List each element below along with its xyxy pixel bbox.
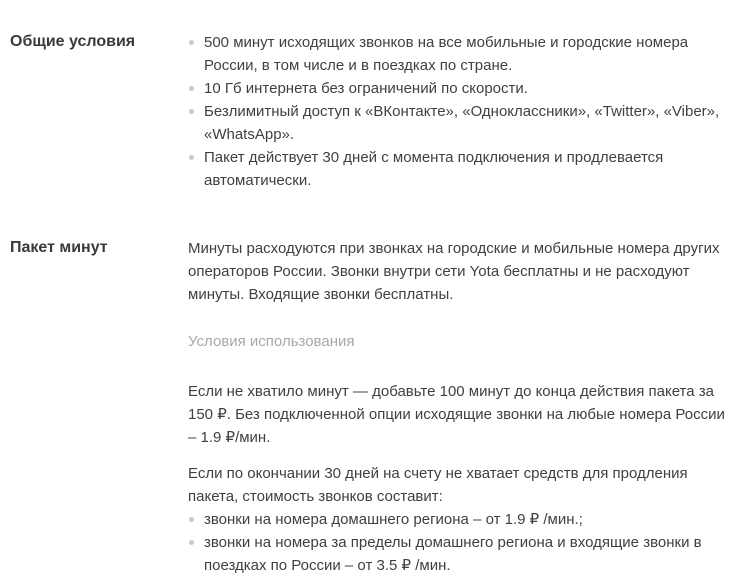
section-general-terms-content [188, 31, 733, 192]
expiry-price-list [188, 508, 733, 577]
paragraph-expiry-intro: Если по окончании 30 дней на счету не хватает средств для продления пакета, стоимость звонков составит: [188, 465, 688, 505]
list-item [188, 508, 733, 531]
list-item [188, 531, 733, 577]
bullet-icon [189, 517, 194, 522]
section-general-terms-label: Общие условия [10, 33, 136, 50]
section-general-terms [10, 31, 733, 192]
list-item [188, 77, 733, 100]
paragraph-minutes-usage: Минуты расходуются при звонках на городские и мобильные номера других операторов России. Звонки внутри сети Yota бесплатны и не расходуют минуты. Входящие звонки бесплатны. [188, 240, 720, 303]
list-item-text: звонки на номера за пределы домашнего региона и входящие звонки в поездках по России – от 3.5 ₽ /мин. [204, 534, 702, 574]
list-item [188, 146, 733, 192]
list-item-text: звонки на номера домашнего региона – от 1.9 ₽ /мин.; [204, 511, 583, 528]
list-item-text: Безлимитный доступ к «ВКонтакте», «Одноклассники», «Twitter», «Viber», «WhatsApp». [204, 103, 720, 143]
terms-of-use-subtitle: Условия использования [188, 333, 355, 350]
bullet-icon [189, 109, 194, 114]
list-item-text: 500 минут исходящих звонков на все мобильные и городские номера России, в том числе и в поездках по стране. [204, 34, 689, 74]
section-minutes-package-content [188, 237, 733, 577]
section-minutes-package [10, 237, 733, 577]
paragraph-add-minutes: Если не хватило минут — добавьте 100 минут до конца действия пакета за 150 ₽. Без подключенной опции исходящие звонки на любые номера России – 1.9 ₽/мин. [188, 383, 725, 446]
list-item [188, 31, 733, 77]
general-terms-list [188, 31, 733, 192]
bullet-icon [189, 155, 194, 160]
section-minutes-package-label: Пакет минут [10, 239, 108, 256]
bullet-icon [189, 40, 194, 45]
list-item-text: Пакет действует 30 дней с момента подключения и продлевается автоматически. [204, 149, 664, 189]
list-item [188, 100, 733, 146]
bullet-icon [189, 540, 194, 545]
list-item-text: 10 Гб интернета без ограничений по скорости. [204, 80, 528, 97]
bullet-icon [189, 86, 194, 91]
